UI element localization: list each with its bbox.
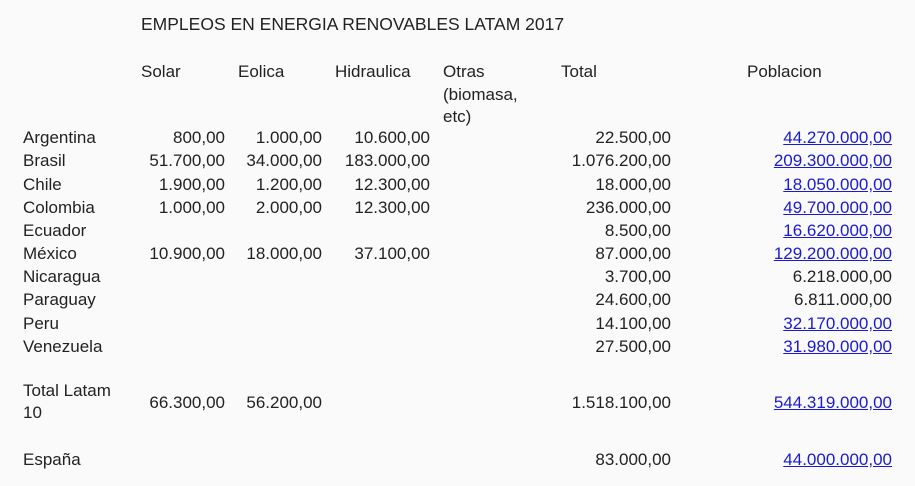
eolica-cell: 56.200,00 — [246, 393, 322, 412]
total-cell: 14.100,00 — [595, 314, 671, 333]
solar-cell: 66.300,00 — [149, 393, 225, 412]
country-cell: Venezuela — [23, 337, 103, 356]
hidraulica-cell: 10.600,00 — [354, 128, 430, 147]
total-latam-label — [23, 380, 111, 424]
poblacion-cell: 6.811.000,00 — [794, 290, 892, 309]
total-cell: 236.000,00 — [585, 198, 671, 217]
solar-cell: 1.000,00 — [158, 198, 225, 217]
header-total: Total — [561, 62, 597, 81]
total-cell: 83.000,00 — [595, 450, 671, 469]
eolica-cell: 1.000,00 — [255, 128, 322, 147]
poblacion-link[interactable]: 544.319.000,00 — [773, 393, 892, 412]
total-cell: 24.600,00 — [595, 290, 671, 309]
total-cell: 3.700,00 — [604, 267, 671, 286]
eolica-cell: 18.000,00 — [246, 244, 322, 263]
total-cell: 22.500,00 — [595, 128, 671, 147]
total-latam-label-line2: 10 — [23, 403, 42, 422]
country-cell: Brasil — [23, 151, 66, 170]
eolica-cell: 1.200,00 — [255, 175, 322, 194]
solar-cell: 10.900,00 — [149, 244, 225, 263]
total-cell: 1.076.200,00 — [571, 151, 671, 170]
table-row — [0, 173, 915, 196]
solar-cell: 1.900,00 — [158, 175, 225, 194]
country-cell: Nicaragua — [23, 267, 101, 286]
country-cell: Paraguay — [23, 290, 96, 309]
espana-row — [0, 448, 915, 471]
poblacion-link[interactable]: 44.270.000,00 — [783, 128, 892, 147]
total-cell: 8.500,00 — [604, 221, 671, 240]
header-otras — [443, 61, 518, 129]
total-cell: 27.500,00 — [595, 337, 671, 356]
poblacion-link[interactable]: 129.200.000,00 — [773, 244, 892, 263]
table-row — [0, 196, 915, 219]
header-eolica: Eolica — [238, 62, 285, 81]
solar-cell: 51.700,00 — [149, 151, 225, 170]
country-cell: México — [23, 244, 77, 263]
country-cell: Chile — [23, 175, 62, 194]
hidraulica-cell: 12.300,00 — [354, 175, 430, 194]
country-cell: Colombia — [23, 198, 95, 217]
country-cell: Peru — [23, 314, 59, 333]
table-row — [0, 288, 915, 311]
header-otras-line2: (biomasa, — [443, 84, 518, 104]
eolica-cell: 2.000,00 — [255, 198, 322, 217]
poblacion-link[interactable]: 44.000.000,00 — [783, 450, 892, 469]
table-row — [0, 335, 915, 358]
poblacion-link[interactable]: 32.170.000,00 — [783, 314, 892, 333]
hidraulica-cell: 183.000,00 — [344, 151, 430, 170]
header-solar: Solar — [141, 62, 181, 81]
country-cell: Ecuador — [23, 221, 87, 240]
total-cell: 18.000,00 — [595, 175, 671, 194]
sheet-title: EMPLEOS EN ENERGIA RENOVABLES LATAM 2017 — [141, 14, 565, 34]
total-cell: 1.518.100,00 — [571, 393, 671, 412]
header-otras-line1: Otras — [443, 62, 485, 81]
total-cell: 87.000,00 — [595, 244, 671, 263]
hidraulica-cell: 12.300,00 — [354, 198, 430, 217]
eolica-cell: 34.000,00 — [246, 151, 322, 170]
poblacion-link[interactable]: 16.620.000,00 — [783, 221, 892, 240]
table-row — [0, 265, 915, 288]
table-row — [0, 219, 915, 242]
table-row — [0, 242, 915, 265]
country-cell: España — [23, 450, 81, 469]
header-hidraulica: Hidraulica — [335, 62, 411, 81]
table-row — [0, 126, 915, 149]
header-otras-line3: etc) — [443, 107, 472, 126]
poblacion-link[interactable]: 18.050.000,00 — [783, 175, 892, 194]
solar-cell: 800,00 — [173, 128, 225, 147]
table-row — [0, 149, 915, 172]
table-row — [0, 312, 915, 335]
hidraulica-cell: 37.100,00 — [354, 244, 430, 263]
total-latam-label-line1: Total Latam — [23, 381, 111, 400]
country-cell: Argentina — [23, 128, 96, 147]
poblacion-link[interactable]: 31.980.000,00 — [783, 337, 892, 356]
total-latam-row — [0, 380, 915, 426]
header-poblacion: Poblacion — [747, 62, 822, 81]
poblacion-cell: 6.218.000,00 — [792, 267, 892, 286]
poblacion-link[interactable]: 49.700.000,00 — [783, 198, 892, 217]
poblacion-link[interactable]: 209.300.000,00 — [773, 151, 892, 170]
